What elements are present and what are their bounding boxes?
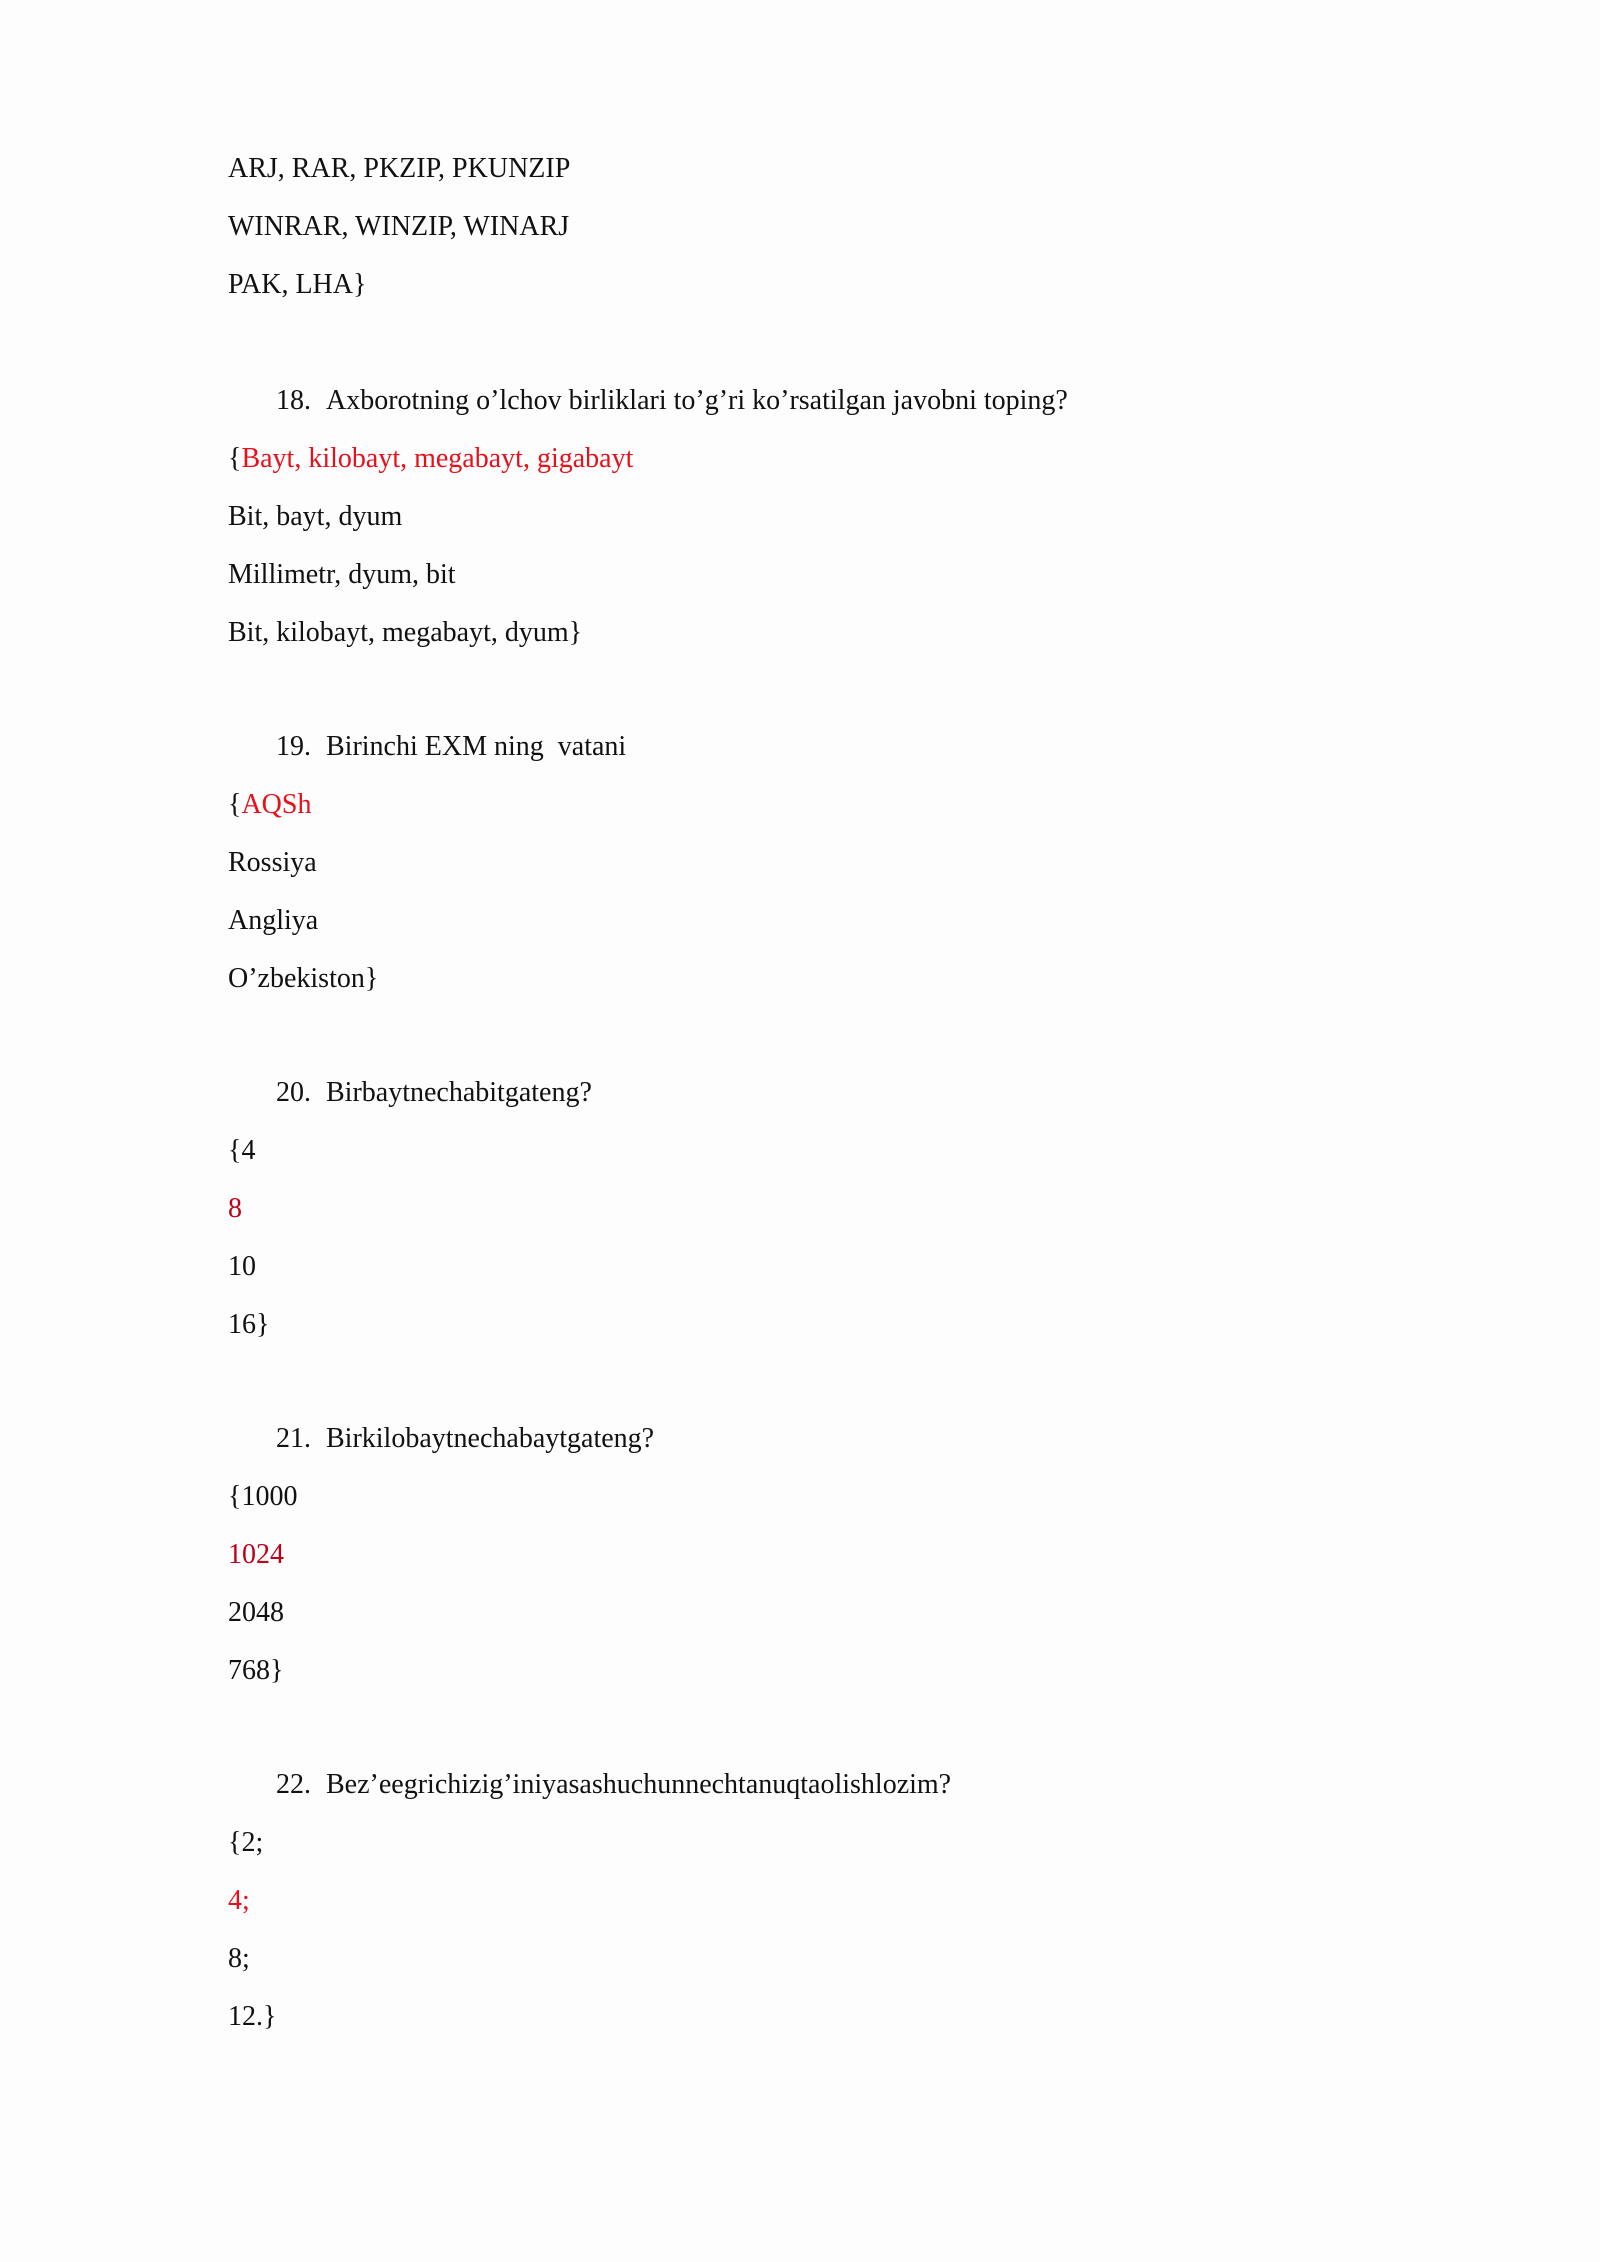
question-number: 22. — [276, 1769, 311, 1800]
question-text: Birinchi EXM ning vatani — [326, 731, 627, 762]
answer-option: 2048 — [228, 1597, 284, 1628]
answer-option-correct: 8 — [228, 1193, 242, 1224]
question-number: 18. — [276, 385, 311, 416]
answer-option: {2; — [228, 1827, 264, 1858]
question-text: Axborotning o’lchov birliklari to’g’ri ko’rsatilgan javobni toping? — [326, 385, 1068, 416]
answer-option: 8; — [228, 1943, 250, 1974]
answer-option: Millimetr, dyum, bit — [228, 559, 456, 590]
answer-option: 12.} — [228, 2001, 277, 2032]
answer-option: {1000 — [228, 1481, 298, 1512]
open-brace: { — [228, 789, 242, 820]
answer-option: WINRAR, WINZIP, WINARJ — [228, 211, 570, 242]
answer-option: 768} — [228, 1655, 284, 1686]
answer-option: Angliya — [228, 905, 319, 936]
question-text: Birbaytnechabitgateng? — [326, 1077, 592, 1108]
answer-option: Bit, bayt, dyum — [228, 501, 403, 532]
answer-option-correct: 4; — [228, 1885, 250, 1916]
question-number: 20. — [276, 1077, 311, 1108]
question-22 — [276, 1768, 951, 1802]
answer-option: 10 — [228, 1251, 256, 1282]
question-number: 19. — [276, 731, 311, 762]
correct-answer-text: Bayt, kilobayt, megabayt, gigabayt — [241, 443, 634, 474]
answer-option: PAK, LHA} — [228, 269, 367, 300]
answer-option-correct — [228, 442, 633, 476]
question-18 — [276, 384, 1068, 418]
answer-option: 16} — [228, 1309, 270, 1340]
correct-answer-text: AQSh — [241, 789, 312, 820]
answer-option-correct: 1024 — [228, 1539, 284, 1570]
answer-option: {4 — [228, 1135, 256, 1166]
answer-option: Rossiya — [228, 847, 317, 878]
question-text: Bez’eegrichizig’iniyasashuchunnechtanuqtaolishlozim? — [326, 1769, 952, 1800]
question-text: Birkilobaytnechabaytgateng? — [326, 1423, 655, 1454]
question-number: 21. — [276, 1423, 311, 1454]
answer-option: ARJ, RAR, PKZIP, PKUNZIP — [228, 153, 571, 184]
question-20 — [276, 1076, 592, 1110]
answer-option-correct — [228, 788, 311, 822]
answer-option: O’zbekiston} — [228, 963, 379, 994]
open-brace: { — [228, 443, 242, 474]
answer-option: Bit, kilobayt, megabayt, dyum} — [228, 617, 583, 648]
question-19 — [276, 730, 626, 764]
question-21 — [276, 1422, 654, 1456]
